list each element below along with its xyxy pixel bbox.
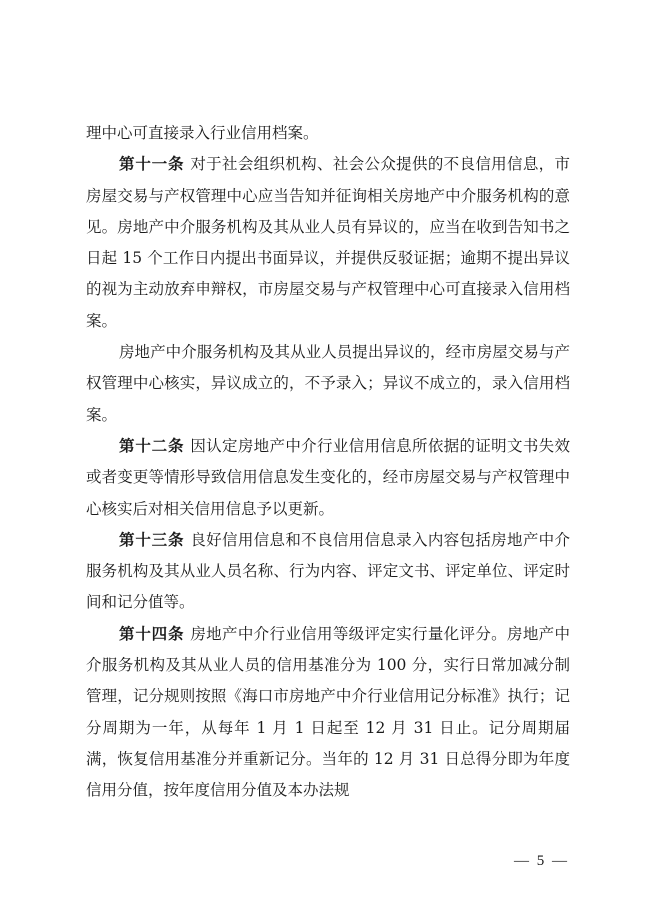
paragraph-continuation <box>86 118 570 149</box>
article-number: 第十二条 <box>119 436 185 455</box>
paragraph-text: 良好信用信息和不良信用信息录入内容包括房地产中介服务机构及其从业人员名称、行为内容、评定文书、评定单位、评定时间和记分值等。 <box>86 530 570 612</box>
article-number: 第十一条 <box>119 155 185 174</box>
document-body <box>86 118 570 807</box>
article-number: 第十四条 <box>119 624 185 643</box>
paragraph-text: 房地产中介行业信用等级评定实行量化评分。房地产中介服务机构及其从业人员的信用基准分为 100 分，实行日常加减分制管理，记分规则按照《海口市房地产中介行业信用记分标准》执行；记分周期为一年，从每年 1 月 1 日起至 12 月 31 日止。记分周期届满，恢复信用基准分并重新记分。当年的 12 月 31 日总得分即为年度信用分值，按年度信用分值及本办法规 <box>86 624 570 800</box>
article-13 <box>86 525 570 619</box>
paragraph-text: 理中心可直接录入行业信用档案。 <box>86 124 319 142</box>
article-11 <box>86 149 570 337</box>
article-14 <box>86 619 570 807</box>
paragraph-text: 对于社会组织机构、社会公众提供的不良信用信息，市房屋交易与产权管理中心应当告知并征询相关房地产中介服务机构的意见。房地产中介服务机构及其从业人员有异议的，应当在收到告知书之日起 15 个工作日内提出书面异议，并提供反驳证据；逾期不提出异议的视为主动放弃申辩权，市房屋交易与产权管理中心可直接录入信用档案。 <box>86 155 570 330</box>
page-number: — 5 — <box>514 853 569 869</box>
paragraph-text: 房地产中介服务机构及其从业人员提出异议的，经市房屋交易与产权管理中心核实，异议成立的，不予录入；异议不成立的，录入信用档案。 <box>86 343 570 424</box>
paragraph-text: 因认定房地产中介行业信用信息所依据的证明文书失效或者变更等情形导致信用信息发生变化的，经市房屋交易与产权管理中心核实后对相关信用信息予以更新。 <box>86 436 570 518</box>
paragraph-objection <box>86 337 570 431</box>
article-12 <box>86 431 570 525</box>
article-number: 第十三条 <box>119 530 185 549</box>
